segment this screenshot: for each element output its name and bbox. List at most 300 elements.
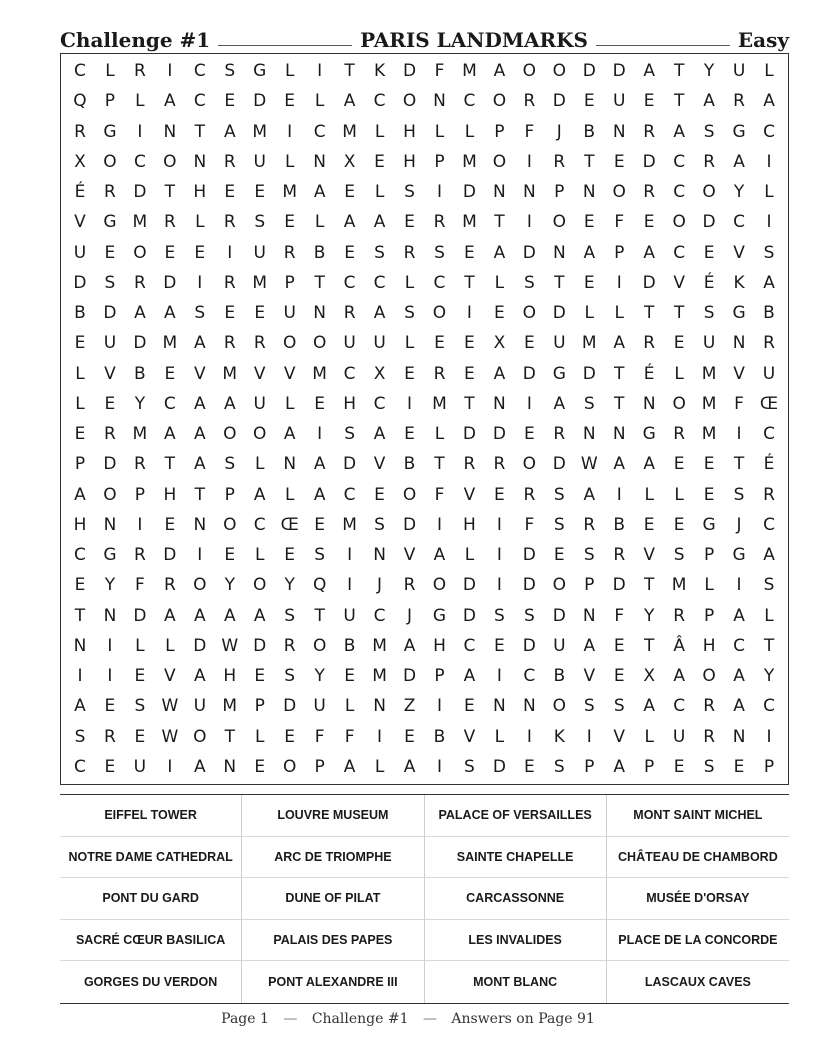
grid-letter: G [642,424,656,445]
grid-letter: U [253,242,266,263]
grid-letter: E [104,756,116,777]
grid-letter: R [223,272,236,293]
grid-letter: R [553,424,566,445]
grid-letter: R [133,545,146,566]
grid-letter: A [253,484,266,505]
grid-letter: W [221,635,239,656]
word-list-item: PALACE OF VERSAILLES [425,795,607,837]
grid-letter: T [554,272,565,293]
grid-letter: L [494,726,505,747]
grid-letter: H [463,514,476,535]
grid-letter: A [733,696,745,717]
grid-letter: N [522,696,536,717]
grid-letter: D [133,333,147,354]
grid-letter: I [586,726,592,747]
grid-letter: R [643,182,656,203]
grid-letter: T [643,575,655,596]
grid-letter: D [462,182,476,203]
grid-letter: A [313,454,326,475]
grid-letter: T [194,121,205,142]
grid-letter: Œ [759,393,779,414]
grid-letter: T [164,454,176,475]
grid-letter: G [103,545,117,566]
grid-letter: R [523,91,536,112]
grid-letter: O [312,635,327,656]
grid-letter: M [581,333,597,354]
page-header [60,22,789,52]
grid-letter: N [582,605,596,626]
grid-letter: E [643,212,655,233]
grid-letter: L [644,484,654,505]
grid-letter: L [584,303,594,324]
grid-letter: I [766,212,772,233]
grid-letter: A [313,484,326,505]
grid-letter: U [73,242,87,263]
grid-letter: R [643,121,656,142]
grid-letter: I [496,514,502,535]
grid-letter: V [463,726,476,747]
grid-letter: T [314,605,325,626]
grid-letter: D [612,575,626,596]
grid-letter: B [553,666,566,687]
grid-letter: Y [733,182,745,203]
grid-letter: F [314,726,325,747]
grid-letter: L [434,424,445,445]
grid-letter: N [193,514,207,535]
grid-letter: A [253,605,266,626]
grid-letter: R [463,454,476,475]
grid-letter: E [673,514,685,535]
grid-letter: M [342,514,357,535]
grid-letter: V [613,726,626,747]
grid-letter: T [314,272,325,293]
grid-letter: M [432,393,447,414]
grid-letter: T [464,393,475,414]
word-list-item: MONT BLANC [425,961,607,1003]
grid-letter: E [583,272,595,293]
word-list-item: DUNE OF PILAT [242,878,424,920]
grid-letter: I [227,242,233,263]
grid-letter: O [402,484,417,505]
grid-letter: S [374,514,385,535]
grid-letter: M [252,121,268,142]
grid-letter: U [133,756,147,777]
grid-letter: K [733,272,745,293]
grid-letter: É [74,182,86,203]
grid-letter: S [224,454,236,475]
grid-letter: S [613,696,625,717]
grid-letter: N [552,242,566,263]
grid-letter: E [494,303,505,324]
grid-letter: D [612,61,626,82]
grid-letter: Y [763,666,775,687]
grid-letter: I [766,151,772,172]
grid-letter: C [733,212,745,233]
grid-letter: E [613,635,625,656]
grid-letter: P [74,454,86,475]
grid-letter: E [613,151,625,172]
grid-letter: I [377,726,383,747]
grid-letter: E [314,514,326,535]
grid-letter: I [496,545,502,566]
grid-letter: I [347,575,353,596]
grid-letter: P [224,484,235,505]
footer-challenge: Challenge #1 [311,1011,409,1027]
grid-letter: O [432,303,447,324]
grid-letter: E [374,484,385,505]
grid-letter: R [433,212,446,233]
grid-letter: S [553,484,565,505]
grid-letter: A [583,242,596,263]
grid-letter: N [732,333,746,354]
grid-letter: V [193,363,206,384]
grid-letter: D [133,605,147,626]
grid-letter: A [164,91,176,112]
grid-letter: S [74,726,86,747]
grid-letter: I [197,545,203,566]
grid-letter: C [463,635,476,656]
grid-letter: E [344,182,355,203]
grid-letter: E [254,666,266,687]
grid-letter: E [733,756,745,777]
grid-letter: S [583,545,595,566]
grid-letter: G [702,514,716,535]
grid-letter: D [402,666,417,687]
grid-letter: I [736,575,742,596]
grid-letter: A [313,182,326,203]
grid-letter: N [522,182,536,203]
page-number: Page 1 [221,1011,269,1027]
grid-letter: A [223,393,236,414]
grid-letter: D [163,545,177,566]
grid-letter: E [523,424,535,445]
grid-letter: H [433,635,446,656]
grid-letter: M [222,363,238,384]
grid-letter: U [253,151,266,172]
answers-reference: Answers on Page 91 [451,1011,595,1027]
grid-letter: F [734,393,744,414]
grid-letter: T [643,635,655,656]
grid-letter: E [254,303,266,324]
grid-letter: B [403,454,416,475]
grid-letter: O [282,756,297,777]
grid-letter: A [403,635,416,656]
grid-letter: R [343,303,356,324]
grid-letter: R [523,484,536,505]
grid-letter: Â [673,635,685,656]
grid-letter: I [526,726,532,747]
grid-letter: W [161,696,179,717]
grid-letter: M [372,635,387,656]
grid-letter: L [374,756,385,777]
grid-letter: V [283,363,296,384]
grid-letter: G [432,605,447,626]
grid-letter: H [403,121,416,142]
grid-letter: S [284,666,296,687]
grid-letter: P [494,121,505,142]
grid-letter: Y [643,605,655,626]
grid-letter: E [464,696,475,717]
grid-letter: A [193,666,206,687]
grid-letter: A [703,91,715,112]
grid-letter: R [223,212,236,233]
grid-letter: E [494,635,505,656]
grid-letter: G [253,61,267,82]
grid-letter: P [703,605,715,626]
grid-letter: A [643,454,655,475]
grid-letter: D [492,424,506,445]
grid-letter: S [104,272,116,293]
grid-letter: R [703,696,715,717]
grid-letter: A [763,91,775,112]
grid-letter: R [733,91,745,112]
grid-letter: C [523,666,536,687]
grid-letter: A [493,61,506,82]
grid-letter: L [404,272,415,293]
grid-letter: H [403,151,416,172]
grid-letter: L [254,726,265,747]
grid-letter: R [403,575,416,596]
grid-letter: T [464,272,475,293]
grid-letter: A [343,91,356,112]
grid-letter: O [103,151,117,172]
word-list-item: PALAIS DES PAPES [242,920,424,962]
grid-letter: A [223,605,236,626]
grid-letter: R [163,575,176,596]
grid-letter: T [733,454,745,475]
grid-letter: A [373,303,386,324]
grid-letter: C [133,151,146,172]
grid-letter: A [373,424,386,445]
grid-letter: O [552,696,566,717]
grid-letter: K [553,726,565,747]
grid-letter: E [254,182,266,203]
grid-letter: C [373,605,386,626]
grid-letter: M [282,182,298,203]
grid-letter: P [434,666,445,687]
grid-letter: I [137,121,143,142]
grid-letter: I [436,696,442,717]
grid-letter: D [163,272,177,293]
grid-letter: D [253,635,267,656]
grid-letter: S [583,393,595,414]
grid-letter: O [492,91,507,112]
grid-letter: M [162,333,178,354]
grid-letter: D [402,61,417,82]
grid-letter: S [523,272,535,293]
grid-letter: S [553,756,565,777]
grid-letter: E [583,212,595,233]
grid-letter: C [673,242,686,263]
grid-letter: A [613,756,626,777]
grid-letter: M [462,61,477,82]
grid-letter: E [613,666,625,687]
grid-letter: E [224,182,236,203]
grid-letter: B [313,242,326,263]
word-list-item: GORGES DU VERDON [60,961,242,1003]
grid-letter: N [732,726,746,747]
grid-letter: N [283,454,297,475]
grid-letter: A [493,363,506,384]
grid-letter: L [674,484,684,505]
grid-letter: R [553,151,566,172]
grid-letter: E [74,575,86,596]
grid-letter: I [496,666,502,687]
grid-letter: N [612,424,626,445]
grid-letter: E [134,666,146,687]
grid-letter: Q [312,575,327,596]
grid-letter: X [493,333,506,354]
grid-letter: D [552,91,566,112]
grid-letter: L [314,212,325,233]
grid-letter: E [284,545,296,566]
grid-letter: R [583,514,596,535]
grid-letter: Y [104,575,116,596]
grid-letter: D [642,151,656,172]
grid-letter: E [553,545,565,566]
grid-letter: A [613,454,626,475]
grid-letter: N [493,696,506,717]
grid-letter: D [522,242,536,263]
grid-letter: E [74,424,86,445]
grid-letter: A [553,393,566,414]
grid-letter: D [522,545,536,566]
grid-letter: V [373,454,386,475]
grid-letter: D [522,575,536,596]
grid-letter: L [374,121,385,142]
grid-letter: I [137,514,143,535]
grid-letter: L [165,635,175,656]
grid-letter: E [284,726,296,747]
grid-letter: A [193,605,206,626]
grid-letter: I [347,545,353,566]
grid-letter: R [74,121,86,142]
grid-letter: Z [403,696,416,717]
grid-letter: O [402,91,417,112]
grid-letter: V [104,363,116,384]
grid-letter: N [73,635,87,656]
grid-letter: L [704,575,714,596]
grid-letter: V [673,272,685,293]
grid-letter: J [407,605,413,626]
grid-letter: L [764,61,774,82]
grid-letter: A [673,121,685,142]
grid-letter: R [253,333,266,354]
grid-letter: N [373,696,386,717]
word-list-item: SACRÉ CŒUR BASILICA [60,920,242,962]
grid-letter: I [317,424,323,445]
grid-letter: N [103,605,117,626]
grid-letter: T [494,212,505,233]
grid-letter: D [582,61,596,82]
grid-letter: P [254,696,265,717]
grid-letter: G [103,121,117,142]
grid-letter: I [436,514,442,535]
grid-letter: F [524,121,535,142]
grid-letter: O [492,151,507,172]
grid-letter: I [287,121,293,142]
grid-letter: D [642,272,656,293]
grid-letter: E [164,242,176,263]
grid-letter: D [522,363,536,384]
grid-letter: T [224,726,235,747]
grid-letter: X [343,151,356,172]
grid-letter: E [224,545,236,566]
grid-letter: E [284,212,296,233]
grid-letter: S [553,514,565,535]
grid-letter: V [733,363,745,384]
grid-letter: D [103,303,117,324]
grid-letter: U [672,726,686,747]
grid-letter: R [223,151,236,172]
grid-letter: I [616,272,622,293]
grid-letter: E [494,484,505,505]
grid-letter: P [554,182,565,203]
grid-letter: A [134,303,146,324]
grid-letter: I [167,61,173,82]
grid-letter: Q [73,91,87,112]
grid-letter: B [433,726,446,747]
grid-letter: E [673,756,685,777]
grid-letter: E [523,756,535,777]
grid-letter: I [736,424,742,445]
grid-letter: I [407,393,413,414]
grid-letter: E [404,726,415,747]
word-list-item: LOUVRE MUSEUM [242,795,424,837]
grid-letter: V [733,242,745,263]
grid-letter: O [223,424,237,445]
grid-letter: B [343,635,356,656]
grid-letter: I [317,61,323,82]
grid-letter: R [104,424,116,445]
grid-letter: U [343,605,356,626]
grid-letter: O [282,333,297,354]
grid-letter: L [464,121,475,142]
grid-letter: D [462,605,476,626]
grid-letter: M [462,212,477,233]
grid-letter: I [107,666,113,687]
footer-separator: — [283,1011,298,1027]
grid-letter: S [404,182,415,203]
grid-letter: A [643,242,655,263]
grid-letter: E [404,212,415,233]
grid-letter: G [732,121,746,142]
grid-letter: U [193,696,207,717]
grid-letter: U [283,303,296,324]
grid-letter: S [464,756,475,777]
grid-letter: H [193,182,207,203]
grid-letter: A [643,61,655,82]
grid-letter: C [673,182,686,203]
grid-letter: T [673,303,685,324]
grid-letter: O [552,61,566,82]
grid-letter: D [552,605,566,626]
grid-letter: T [673,61,685,82]
grid-letter: A [583,484,596,505]
grid-letter: U [373,333,386,354]
grid-letter: R [104,182,116,203]
grid-letter: T [164,182,176,203]
grid-letter: M [701,424,717,445]
grid-letter: D [522,635,536,656]
grid-letter: G [732,545,746,566]
grid-letter: E [643,514,655,535]
grid-letter: L [674,363,684,384]
grid-letter: V [463,484,476,505]
grid-letter: É [763,454,775,475]
grid-letter: B [74,303,86,324]
grid-letter: W [580,454,598,475]
